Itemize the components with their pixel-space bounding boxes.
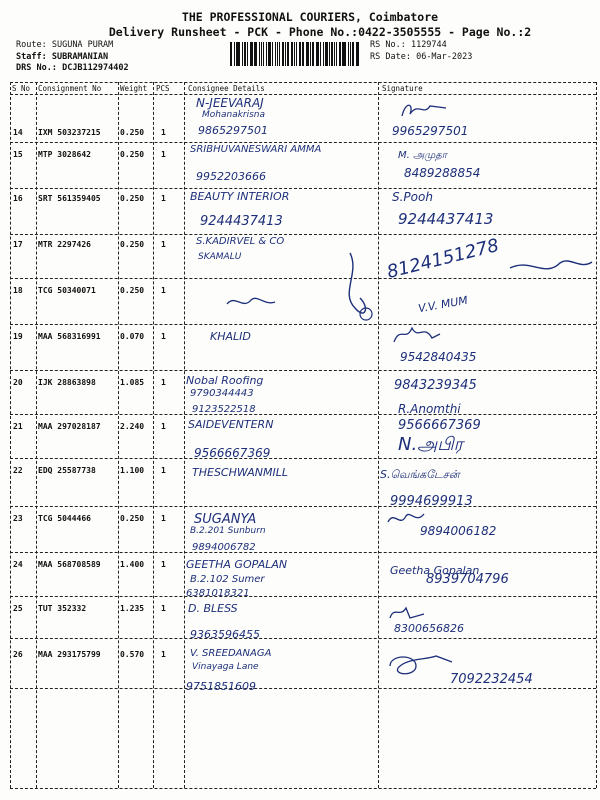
signature-mark-row14 xyxy=(400,98,450,120)
row-sno: 25 xyxy=(13,604,23,613)
signature-name-handwritten: 9843239345 xyxy=(394,378,477,393)
barcode-bar xyxy=(303,42,304,66)
signature-name-handwritten: S.வெங்கடேசன் xyxy=(380,468,460,481)
signature-name-handwritten: S.Pooh xyxy=(392,190,433,204)
barcode-bar xyxy=(254,42,257,66)
consignee-name-handwritten: BEAUTY INTERIOR xyxy=(190,190,290,203)
consignee-name-handwritten: D. BLESS xyxy=(188,602,238,615)
row-consignment-no: MTP 3028642 xyxy=(38,150,91,159)
signature-mark-row19 xyxy=(392,322,442,346)
row-consignment-no: MAA 568708589 xyxy=(38,560,101,569)
consignee-name-handwritten: S.KADIRVEL & CO xyxy=(196,236,285,247)
row-consignment-no: MTR 2297426 xyxy=(38,240,91,249)
signature-phone-handwritten: 9894006182 xyxy=(420,524,497,538)
row-sno: 17 xyxy=(13,240,23,249)
rs-no-value: 1129744 xyxy=(410,40,447,50)
row-pcs: 1 xyxy=(161,422,166,431)
row-divider xyxy=(10,596,596,597)
row-pcs: 1 xyxy=(161,514,166,523)
row-pcs: 1 xyxy=(161,128,166,137)
col-header-pcs: PCS xyxy=(156,84,170,93)
barcode-bar xyxy=(306,42,309,66)
row-pcs: 1 xyxy=(161,650,166,659)
barcode-bar xyxy=(296,42,297,66)
row-weight: 0.250 xyxy=(120,194,145,203)
row-sno: 16 xyxy=(13,194,23,203)
row-consignment-no: MAA 568316991 xyxy=(38,332,101,341)
consignee-name-handwritten: THESCHWANMILL xyxy=(192,466,288,479)
column-divider xyxy=(184,82,185,788)
row-divider xyxy=(10,142,596,143)
rs-block xyxy=(370,40,472,63)
signature-name-handwritten: M. அமுதா xyxy=(398,150,447,161)
consignee-phone-handwritten: 9566667369 xyxy=(194,446,271,460)
signature-scribble-row17 xyxy=(330,248,600,328)
rs-date-value: 06-Mar-2023 xyxy=(416,51,473,62)
barcode-bar xyxy=(310,42,311,66)
signature-phone-handwritten: 9994699913 xyxy=(390,494,473,509)
barcode-bar xyxy=(244,42,246,66)
signature-name-handwritten: Geetha Gopalan xyxy=(390,564,480,577)
signature-mark-row26 xyxy=(386,652,456,680)
column-divider xyxy=(153,82,154,788)
route-staff-block xyxy=(16,40,129,75)
row-sno: 20 xyxy=(13,378,23,387)
row-sno: 14 xyxy=(13,128,23,137)
barcode-bar xyxy=(259,42,260,66)
consignee-address-handwritten: B.2.102 Sumer xyxy=(190,574,265,585)
col-header-sno: S No xyxy=(12,84,31,93)
barcode-bar xyxy=(356,42,357,66)
barcode-bar xyxy=(279,42,280,66)
consignee-phone-handwritten: 9865297501 xyxy=(198,124,268,137)
row-pcs: 1 xyxy=(161,240,166,249)
barcode-bar xyxy=(282,42,284,66)
row-pcs: 1 xyxy=(161,150,166,159)
row-divider xyxy=(10,638,596,639)
barcode-bar xyxy=(261,42,262,66)
company-title: THE PROFESSIONAL COURIERS, Coimbatore xyxy=(181,10,439,24)
consignee-name-handwritten: SAIDEVENTERN xyxy=(188,418,274,431)
barcode-bar xyxy=(294,42,295,66)
row-sno: 19 xyxy=(13,332,23,341)
row-consignment-no: TUT 352332 xyxy=(38,604,87,613)
row-sno: 18 xyxy=(13,286,23,295)
row-consignment-no: TCG 50340071 xyxy=(38,286,96,295)
consignee-name-handwritten: V. SREEDANAGA xyxy=(190,648,272,659)
barcode-bar xyxy=(331,42,333,66)
barcode-bar xyxy=(285,42,286,66)
row-weight: 0.250 xyxy=(120,286,145,295)
consignee-phone-handwritten: 9751851609 xyxy=(186,680,256,693)
column-divider xyxy=(10,82,11,788)
barcode-bar xyxy=(272,42,273,66)
row-divider xyxy=(10,414,596,415)
row-sno: 15 xyxy=(13,150,23,159)
barcode-bar xyxy=(334,42,335,66)
consignee-name-handwritten: N-JEEVARAJ xyxy=(196,96,264,110)
column-divider xyxy=(596,82,597,788)
barcode-bar xyxy=(247,42,248,66)
row-divider xyxy=(10,234,596,235)
consignee-phone-handwritten: 9894006782 xyxy=(192,542,256,553)
signature-phone-handwritten: 7092232454 xyxy=(450,672,533,687)
row-weight: 0.570 xyxy=(120,650,145,659)
row-weight: 0.250 xyxy=(120,240,145,249)
consignee-name-handwritten: SRIBHUVANESWARI AMMA xyxy=(190,144,322,155)
signature-phone-handwritten: 9542840435 xyxy=(400,350,477,364)
staff-label: Staff: xyxy=(16,51,47,62)
row-weight: 0.250 xyxy=(120,514,145,523)
consignee-name-handwritten: Nobal Roofing xyxy=(186,374,264,387)
barcode-bar xyxy=(251,42,253,66)
row-weight: 0.250 xyxy=(120,150,145,159)
consignee-address-handwritten: Mohanakrisna xyxy=(202,110,266,120)
barcode-bar xyxy=(275,42,277,66)
consignee-name-handwritten: SUGANYA xyxy=(194,512,257,527)
signature-phone-handwritten: 8489288854 xyxy=(404,166,481,180)
barcode-bar xyxy=(320,42,321,66)
row-pcs: 1 xyxy=(161,332,166,341)
barcode-bar xyxy=(277,42,278,66)
barcode-bar xyxy=(323,42,324,66)
barcode-bar xyxy=(263,42,265,66)
rs-date-label: RS Date: xyxy=(370,51,411,62)
signature-phone-handwritten: 9244437413 xyxy=(398,210,494,228)
row-weight: 1.085 xyxy=(120,378,145,387)
consignee-phone-handwritten: 9123522518 xyxy=(192,404,256,415)
barcode-bar xyxy=(329,42,330,66)
row-pcs: 1 xyxy=(161,194,166,203)
route-label: Route: xyxy=(16,40,47,50)
row-consignment-no: MAA 297028187 xyxy=(38,422,101,431)
consignee-address-handwritten: B.2.201 Sunburn xyxy=(190,526,266,536)
consignee-phone-handwritten: 9363596455 xyxy=(190,628,260,641)
signature-name-handwritten: 9566667369 xyxy=(398,418,481,433)
row-pcs: 1 xyxy=(161,466,166,475)
row-divider xyxy=(10,688,596,689)
barcode-bar xyxy=(343,42,346,66)
signature-mark-row23 xyxy=(386,508,426,532)
col-header-consignment: Consignment No xyxy=(38,84,102,93)
row-divider xyxy=(10,370,596,371)
row-weight: 0.070 xyxy=(120,332,145,341)
row-divider xyxy=(10,788,596,789)
barcode-bar xyxy=(291,42,293,66)
barcode-bar xyxy=(299,42,301,66)
signature-phone-handwritten: N.அபிர xyxy=(398,434,463,455)
row-pcs: 1 xyxy=(161,604,166,613)
row-weight: 1.100 xyxy=(120,466,145,475)
drs-label: DRS No.: xyxy=(16,63,57,73)
row-divider xyxy=(10,458,596,459)
staff-value: SUBRAMANIAN xyxy=(51,51,109,62)
row-divider xyxy=(10,506,596,507)
route-value: SUGUNA PURAM xyxy=(51,40,114,50)
barcode-bar xyxy=(339,42,341,66)
row-consignment-no: SRT 561359405 xyxy=(38,194,101,203)
drs-value: DCJB112974402 xyxy=(62,63,129,73)
signature-phone-handwritten: R.Anomthi xyxy=(398,402,461,416)
runsheet-subtitle: Delivery Runsheet - PCK - Phone No.:0422-3505555 - Page No.:2 xyxy=(108,25,532,39)
row-weight: 0.250 xyxy=(120,128,145,137)
signature-phone-handwritten: V.V. MUM xyxy=(417,293,469,316)
row-weight: 1.235 xyxy=(120,604,145,613)
column-divider xyxy=(118,82,119,788)
row-divider xyxy=(10,82,596,83)
row-divider xyxy=(10,552,596,553)
consignee-phone-handwritten: 6381018321 xyxy=(186,588,250,599)
consignee-name-handwritten: KHALID xyxy=(210,330,251,343)
barcode-bar xyxy=(250,42,251,66)
barcode-bar xyxy=(336,42,337,66)
row-weight: 1.400 xyxy=(120,560,145,569)
signature-mark-row25 xyxy=(388,604,428,622)
barcode-bar xyxy=(237,42,240,66)
consignee-address-handwritten: Vinayaga Lane xyxy=(192,662,259,672)
barcode-bar xyxy=(316,42,317,66)
barcode-bar xyxy=(342,42,343,66)
row-consignment-no: MAA 293175799 xyxy=(38,650,101,659)
barcode-bar xyxy=(317,42,319,66)
row-divider xyxy=(10,94,596,95)
barcode-bar xyxy=(230,42,232,66)
barcode-bar xyxy=(302,42,303,66)
barcode-bar xyxy=(287,42,290,66)
signature-phone-handwritten: 8939704796 xyxy=(426,572,509,587)
barcode-bar xyxy=(266,42,267,66)
row-weight: 2.240 xyxy=(120,422,145,431)
row-sno: 22 xyxy=(13,466,23,475)
barcode-bar xyxy=(234,42,235,66)
signature-phone-handwritten: 8124151278 xyxy=(384,234,502,283)
row-pcs: 1 xyxy=(161,378,166,387)
barcode-bar xyxy=(357,42,359,66)
col-header-signature: Signature xyxy=(382,84,423,93)
row-consignment-no: IXM 503237215 xyxy=(38,128,101,137)
scribble-row18 xyxy=(225,292,285,312)
barcode-bar xyxy=(325,42,328,66)
consignee-phone-handwritten: 9952203666 xyxy=(196,170,266,183)
consignee-address-handwritten: 9790344443 xyxy=(190,388,254,399)
barcode-bar xyxy=(242,42,243,66)
row-consignment-no: EDQ 25587738 xyxy=(38,466,96,475)
signature-phone-handwritten: 9965297501 xyxy=(392,124,469,138)
barcode-bar xyxy=(312,42,314,66)
column-divider xyxy=(378,82,379,788)
consignee-address-handwritten: SKAMALU xyxy=(198,252,242,262)
row-sno: 23 xyxy=(13,514,23,523)
barcode-bar xyxy=(352,42,354,66)
rs-no-label: RS No.: xyxy=(370,40,406,50)
consignee-name-handwritten: GEETHA GOPALAN xyxy=(186,558,288,571)
barcode-bar xyxy=(268,42,271,66)
col-header-weight: Weight xyxy=(120,84,148,93)
barcode xyxy=(230,42,360,66)
row-sno: 21 xyxy=(13,422,23,431)
col-header-consignee: Consignee Details xyxy=(188,84,265,93)
barcode-bar xyxy=(236,42,237,66)
row-pcs: 1 xyxy=(161,286,166,295)
barcode-bar xyxy=(348,42,349,66)
signature-phone-handwritten: 8300656826 xyxy=(394,622,464,635)
row-pcs: 1 xyxy=(161,560,166,569)
consignee-phone-handwritten: 9244437413 xyxy=(200,214,283,229)
row-sno: 26 xyxy=(13,650,23,659)
barcode-bar xyxy=(350,42,351,66)
row-divider xyxy=(10,188,596,189)
row-consignment-no: IJK 28863898 xyxy=(38,378,96,387)
column-divider xyxy=(36,82,37,788)
row-consignment-no: TCG 5044466 xyxy=(38,514,91,523)
row-sno: 24 xyxy=(13,560,23,569)
